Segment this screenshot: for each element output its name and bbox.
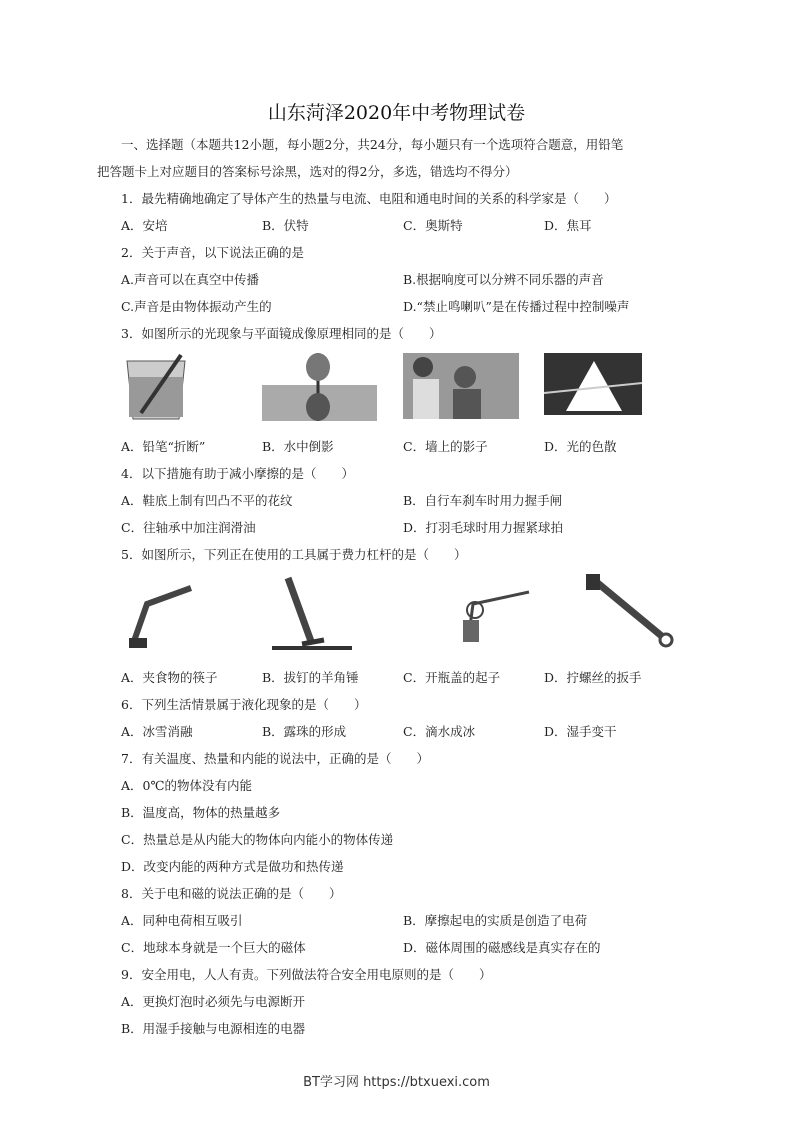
option-b: B．伏特 xyxy=(262,218,309,233)
option-c: C．滴水成冰 xyxy=(403,724,476,739)
section-intro-line-1: 一、选择题（本题共12小题，每小题2分，共24分，每小题只有一个选项符合题意，用铅笔 xyxy=(121,137,624,152)
question-2-options-row2 xyxy=(121,293,721,320)
option-b: B．摩擦起电的实质是创造了电荷 xyxy=(403,913,588,928)
question-6-stem: 6．下列生活情景属于液化现象的是（ ） xyxy=(121,697,367,712)
question-2-stem: 2．关于声音，以下说法正确的是 xyxy=(121,245,304,260)
question-3-options xyxy=(121,433,721,460)
option-a: A．更换灯泡时必须先与电源断开 xyxy=(121,994,306,1009)
pencil-in-glass-image xyxy=(121,353,262,421)
option-b: B．用湿手接触与电源相连的电器 xyxy=(121,1021,306,1036)
option-d: D.“禁止鸣喇叭”是在传播过程中控制噪声 xyxy=(403,299,630,314)
option-c: C．往轴承中加注润滑油 xyxy=(121,520,256,535)
wall-shadow-image xyxy=(403,353,544,421)
exam-content xyxy=(97,131,721,1042)
question-8-options-row2 xyxy=(121,934,721,961)
option-c: C．热量总是从内能大的物体向内能小的物体传递 xyxy=(121,832,394,847)
option-a: A．鞋底上制有凹凸不平的花纹 xyxy=(121,493,293,508)
option-c: C．地球本身就是一个巨大的磁体 xyxy=(121,940,306,955)
question-5-stem: 5．如图所示，下列正在使用的工具属于费力杠杆的是（ ） xyxy=(121,547,467,562)
option-a: A．0℃的物体没有内能 xyxy=(121,778,252,793)
question-4-stem: 4．以下措施有助于减小摩擦的是（ ） xyxy=(121,466,354,481)
question-4-options-row2 xyxy=(121,514,721,541)
question-5-images xyxy=(121,574,721,660)
option-b: B．水中倒影 xyxy=(262,439,334,454)
question-3-stem: 3．如图所示的光现象与平面镜成像原理相同的是（ ） xyxy=(121,326,442,341)
option-d: D．打羽毛球时用力握紧球拍 xyxy=(403,520,564,535)
question-9-stem: 9．安全用电，人人有责。下列做法符合安全用电原则的是（ ） xyxy=(121,967,492,982)
option-d: D．光的色散 xyxy=(544,439,617,454)
option-b: B.根据响度可以分辨不同乐器的声音 xyxy=(403,272,604,287)
option-d: D．焦耳 xyxy=(544,218,592,233)
section-intro-line-2: 把答题卡上对应题目的答案标号涂黑，选对的得2分，多选，错选均不得分） xyxy=(97,164,518,179)
option-c: C．奥斯特 xyxy=(403,218,463,233)
question-2-options-row1 xyxy=(121,266,721,293)
claw-hammer-image xyxy=(262,574,403,642)
wrench-image xyxy=(544,574,685,642)
option-b: B．拔钉的羊角锤 xyxy=(262,670,359,685)
question-7-stem: 7．有关温度、热量和内能的说法中，正确的是（ ） xyxy=(121,751,429,766)
question-3-images xyxy=(121,353,721,429)
chopsticks-image xyxy=(121,574,262,642)
question-5-options xyxy=(121,664,721,691)
option-b: B．露珠的形成 xyxy=(262,724,347,739)
option-d: D．拧螺丝的扳手 xyxy=(544,670,642,685)
option-b: B．温度高，物体的热量越多 xyxy=(121,805,281,820)
question-8-stem: 8．关于电和磁的说法正确的是（ ） xyxy=(121,886,342,901)
question-8-options-row1 xyxy=(121,907,721,934)
option-a: A．同种电荷相互吸引 xyxy=(121,913,243,928)
option-c: C.声音是由物体振动产生的 xyxy=(121,299,272,314)
prism-dispersion-image xyxy=(544,353,685,421)
option-d: D．磁体周围的磁感线是真实存在的 xyxy=(403,940,601,955)
option-b: B．自行车刹车时用力握手闸 xyxy=(403,493,563,508)
question-1-stem: 1．最先精确地确定了导体产生的热量与电流、电阻和通电时间的关系的科学家是（ ） xyxy=(121,191,617,206)
option-a: A．安培 xyxy=(121,218,168,233)
option-a: A．冰雪消融 xyxy=(121,724,193,739)
question-6-options xyxy=(121,718,721,745)
question-4-options-row1 xyxy=(121,487,721,514)
question-1-options xyxy=(121,212,721,239)
option-d: D．湿手变干 xyxy=(544,724,617,739)
page-title: 山东菏泽2020年中考物理试卷 xyxy=(267,102,526,124)
option-a: A．夹食物的筷子 xyxy=(121,670,218,685)
tree-reflection-image xyxy=(262,353,403,421)
option-a: A.声音可以在真空中传播 xyxy=(121,272,260,287)
option-c: C．墙上的影子 xyxy=(403,439,488,454)
option-c: C．开瓶盖的起子 xyxy=(403,670,501,685)
option-d: D．改变内能的两种方式是做功和热传递 xyxy=(121,859,344,874)
bottle-opener-image xyxy=(403,574,544,642)
footer-watermark: BT学习网 https://btxuexi.com xyxy=(303,1075,490,1090)
option-a: A．铅笔“折断” xyxy=(121,439,206,454)
